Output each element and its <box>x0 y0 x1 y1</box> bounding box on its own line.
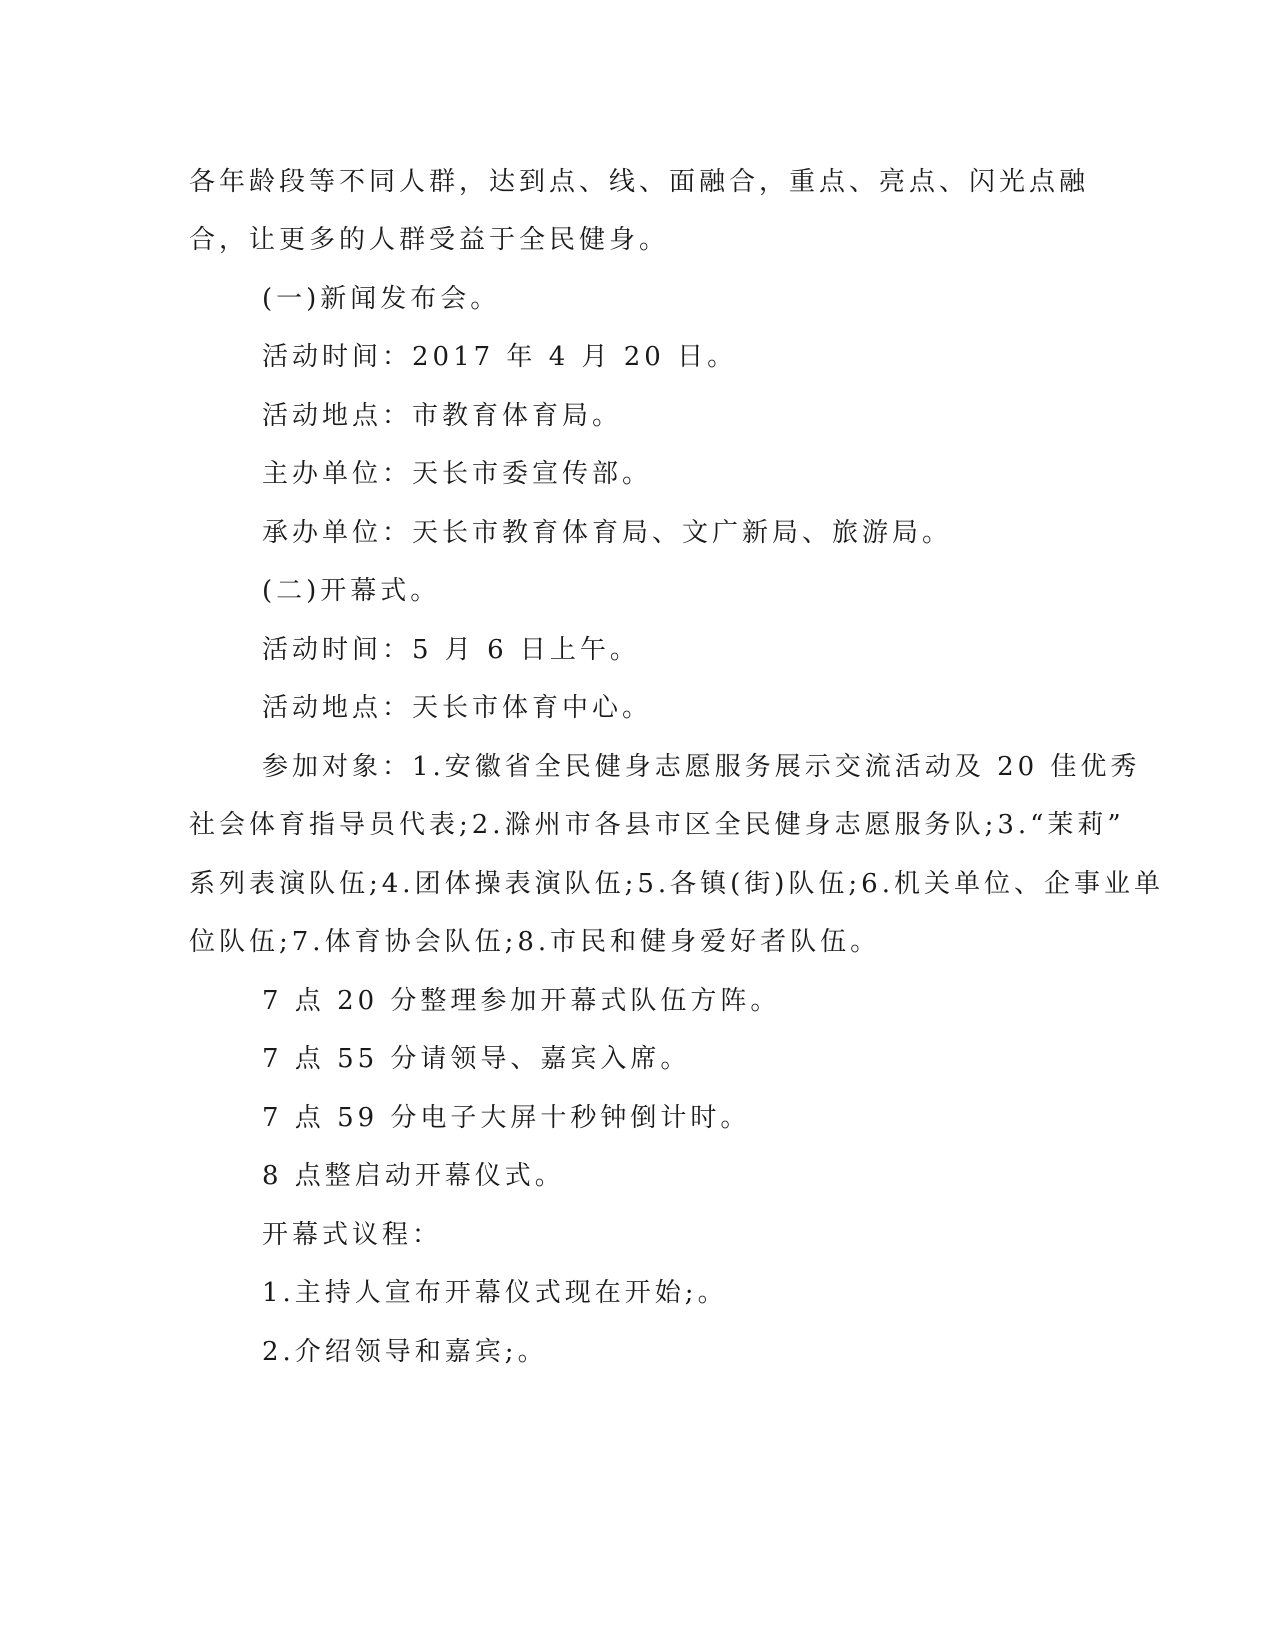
press-conference-location: 活动地点：市教育体育局。 <box>262 401 623 431</box>
participants-line: 系列表演队伍;4.团体操表演队伍;5.各镇(街)队伍;6.机关单位、企事业单 <box>189 869 1164 899</box>
participants-line: 社会体育指导员代表;2.滁州市各县市区全民健身志愿服务队;3.“茉莉” <box>189 810 1125 840</box>
press-conference-time: 活动时间：2017 年 4 月 20 日。 <box>262 342 738 372</box>
press-conference-organizer: 承办单位：天长市教育体育局、文广新局、旅游局。 <box>262 518 953 548</box>
agenda-item: 2.介绍领导和嘉宾;。 <box>262 1337 548 1367</box>
schedule-item: 8 点整启动开幕仪式。 <box>262 1161 565 1191</box>
press-conference-host: 主办单位：天长市委宣传部。 <box>262 459 653 489</box>
agenda-heading: 开幕式议程： <box>262 1220 443 1250</box>
schedule-item: 7 点 59 分电子大屏十秒钟倒计时。 <box>262 1103 751 1133</box>
section-heading-press-conference: (一)新闻发布会。 <box>262 284 501 314</box>
agenda-item: 1.主持人宣布开幕仪式现在开始;。 <box>262 1278 728 1308</box>
paragraph-line: 合，让更多的人群受益于全民健身。 <box>189 225 670 255</box>
section-heading-opening-ceremony: (二)开幕式。 <box>262 576 441 606</box>
schedule-item: 7 点 55 分请领导、嘉宾入席。 <box>262 1044 691 1074</box>
participants-line: 参加对象：1.安徽省全民健身志愿服务展示交流活动及 20 佳优秀 <box>262 752 1141 782</box>
opening-ceremony-location: 活动地点：天长市体育中心。 <box>262 693 653 723</box>
opening-ceremony-time: 活动时间：5 月 6 日上午。 <box>262 635 640 665</box>
schedule-item: 7 点 20 分整理参加开幕式队伍方阵。 <box>262 986 781 1016</box>
paragraph-line: 各年龄段等不同人群，达到点、线、面融合，重点、亮点、闪光点融 <box>189 167 1090 197</box>
participants-line: 位队伍;7.体育协会队伍;8.市民和健身爱好者队伍。 <box>189 927 881 957</box>
